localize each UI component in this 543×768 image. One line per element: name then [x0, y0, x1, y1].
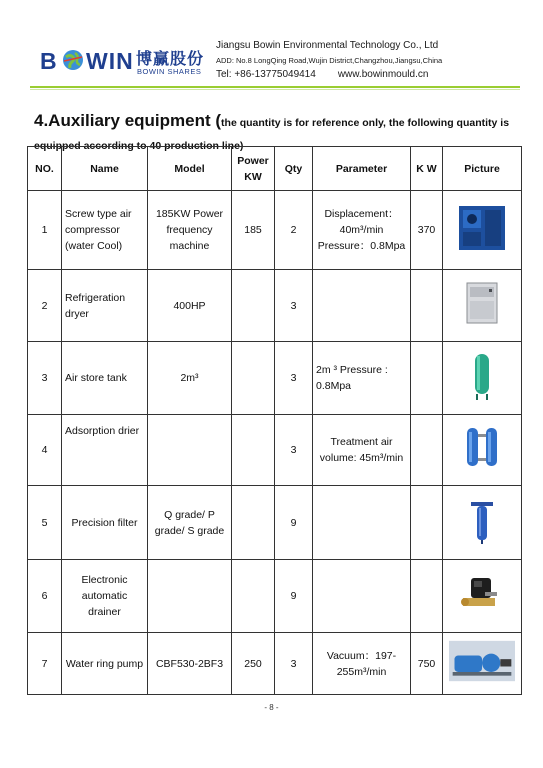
cell-power: 250 — [232, 633, 275, 695]
cell-no: 6 — [28, 560, 62, 633]
cell-power — [232, 415, 275, 486]
cell-picture — [443, 415, 522, 486]
table-row — [28, 191, 522, 270]
table-row — [28, 560, 522, 633]
cell-kw — [411, 486, 443, 560]
header-name: Name — [62, 147, 148, 191]
website-link[interactable]: www.bowinmould.cn — [337, 69, 429, 80]
cell-name: Electronic automatic drainer — [62, 560, 148, 633]
page-number: - 8 - — [264, 703, 279, 712]
header-model: Model — [148, 147, 232, 191]
cell-parameter: Displacement：40m³/min Pressure：0.8Mpa — [313, 191, 411, 270]
table-row — [28, 486, 522, 560]
cell-power: 185 — [232, 191, 275, 270]
cell-model: 400HP — [148, 270, 232, 342]
table-header-row — [28, 147, 522, 191]
refrigeration-dryer-picture — [449, 277, 515, 329]
cell-model — [148, 560, 232, 633]
cell-no: 3 — [28, 342, 62, 415]
company-logo — [40, 44, 225, 82]
header-power: Power KW — [232, 147, 275, 191]
section-title-main: 4.Auxiliary equipment ( — [34, 111, 222, 130]
cell-name: Air store tank — [62, 342, 148, 415]
logo-chinese-name: 博赢股份 — [136, 49, 205, 68]
cell-no: 5 — [28, 486, 62, 560]
header-picture: Picture — [443, 147, 522, 191]
header-divider — [30, 86, 520, 88]
cell-qty: 9 — [275, 560, 313, 633]
table-row — [28, 342, 522, 415]
equipment-table — [27, 146, 522, 695]
cell-power — [232, 560, 275, 633]
cell-model: Q grade/ P grade/ S grade — [148, 486, 232, 560]
table-row — [28, 270, 522, 342]
cell-no: 1 — [28, 191, 62, 270]
cell-qty: 3 — [275, 633, 313, 695]
page-header — [0, 0, 543, 95]
cell-kw — [411, 560, 443, 633]
table-row — [28, 633, 522, 695]
header-divider-light — [30, 89, 520, 90]
air-compressor-picture — [449, 202, 515, 254]
cell-qty: 3 — [275, 270, 313, 342]
logo-letters-win: WIN — [86, 48, 134, 74]
header-qty: Qty — [275, 147, 313, 191]
header-parameter: Parameter — [313, 147, 411, 191]
globe-icon — [62, 49, 84, 71]
cell-parameter — [313, 486, 411, 560]
cell-model — [148, 415, 232, 486]
cell-picture — [443, 191, 522, 270]
cell-no: 2 — [28, 270, 62, 342]
water-ring-pump-picture — [449, 639, 515, 683]
contact-line — [216, 69, 428, 80]
cell-qty: 9 — [275, 486, 313, 560]
cell-name: Precision filter — [62, 486, 148, 560]
drainer-picture — [449, 568, 515, 620]
section-title-note: the quantity is for reference only, the following quantity is equipped according to 40 production line) — [34, 117, 510, 152]
cell-picture — [443, 486, 522, 560]
cell-qty: 2 — [275, 191, 313, 270]
cell-qty: 3 — [275, 342, 313, 415]
cell-parameter: 2m ³ Pressure : 0.8Mpa — [313, 342, 411, 415]
telephone: Tel: +86-13775049414 — [216, 69, 316, 80]
cell-parameter — [313, 270, 411, 342]
cell-kw — [411, 342, 443, 415]
header-no: NO. — [28, 147, 62, 191]
cell-power — [232, 342, 275, 415]
cell-no: 7 — [28, 633, 62, 695]
cell-name: Refrigeration dryer — [62, 270, 148, 342]
header-kw: K W — [411, 147, 443, 191]
adsorption-drier-picture — [449, 422, 515, 474]
cell-parameter: Treatment air volume: 45m³/min — [313, 415, 411, 486]
air-tank-picture — [449, 350, 515, 402]
cell-parameter: Vacuum：197-255m³/min — [313, 633, 411, 695]
precision-filter-picture — [449, 494, 515, 546]
cell-parameter — [313, 560, 411, 633]
cell-power — [232, 270, 275, 342]
company-name: Jiangsu Bowin Environmental Technology Co., Ltd — [216, 40, 439, 51]
cell-name: Screw type air compressor (water Cool) — [62, 191, 148, 270]
cell-name: Adsorption drier — [62, 415, 148, 486]
cell-model: 2m³ — [148, 342, 232, 415]
cell-picture — [443, 560, 522, 633]
cell-picture — [443, 633, 522, 695]
cell-kw: 370 — [411, 191, 443, 270]
logo-letter-b: B — [40, 48, 58, 74]
cell-qty: 3 — [275, 415, 313, 486]
cell-name: Water ring pump — [62, 633, 148, 695]
company-address: ADD: No.8 LongQing Road,Wujin District,Changzhou,Jiangsu,China — [216, 56, 443, 65]
cell-power — [232, 486, 275, 560]
logo-subtitle: BOWIN SHARES — [137, 67, 202, 76]
cell-kw: 750 — [411, 633, 443, 695]
cell-picture — [443, 342, 522, 415]
cell-kw — [411, 415, 443, 486]
cell-picture — [443, 270, 522, 342]
cell-model: 185KW Power frequency machine — [148, 191, 232, 270]
cell-model: CBF530-2BF3 — [148, 633, 232, 695]
cell-no: 4 — [28, 415, 62, 486]
table-row — [28, 415, 522, 486]
cell-kw — [411, 270, 443, 342]
